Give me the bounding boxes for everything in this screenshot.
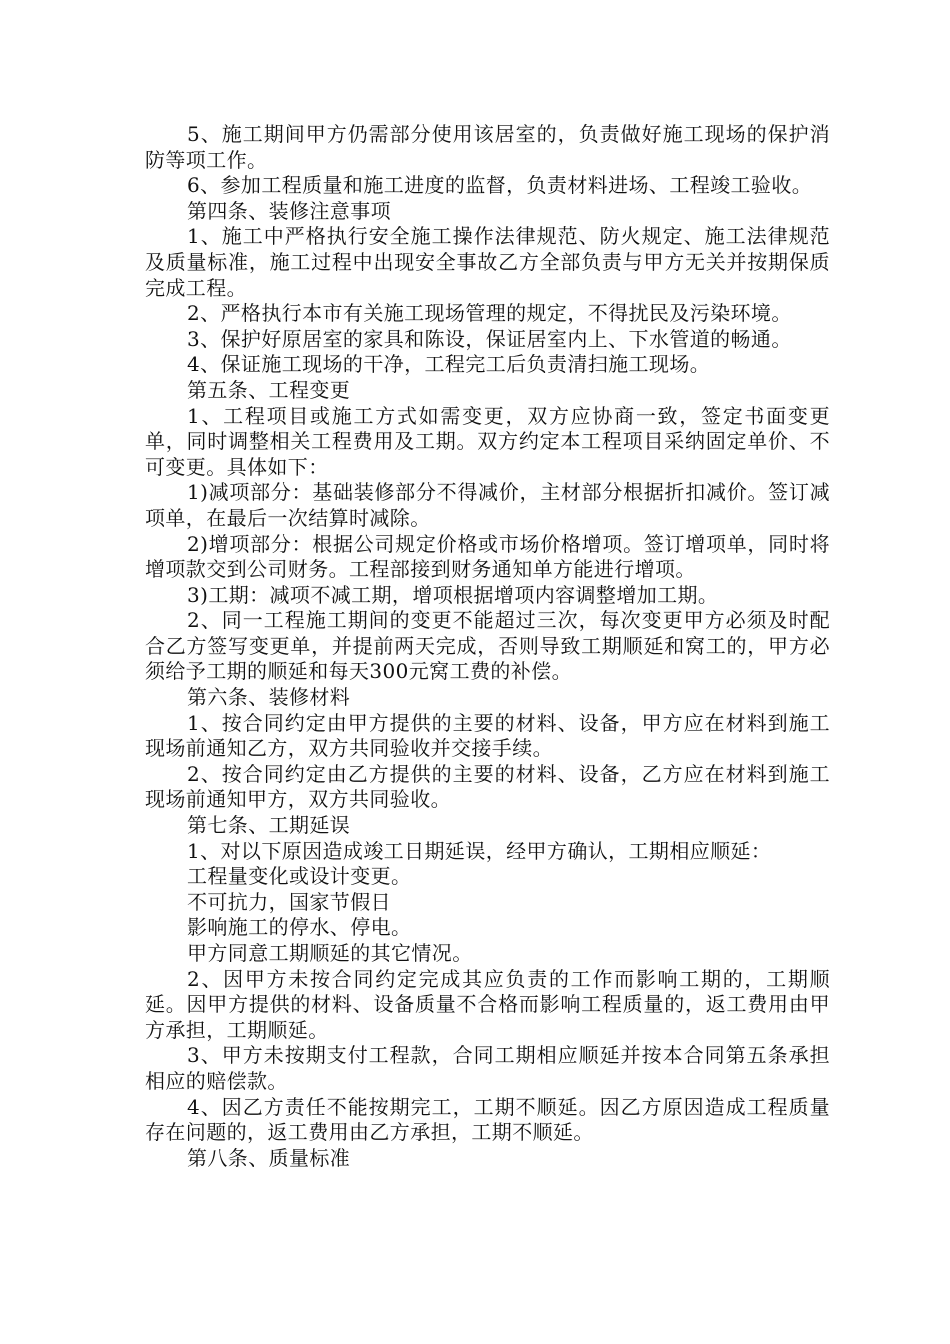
list-item: 不可抗力，国家节假日 (187, 889, 391, 914)
paragraph: 3)工期：减项不减工期，增项根据增项内容调整增加工期。 (187, 582, 719, 607)
section-heading: 第四条、装修注意事项 (187, 198, 391, 223)
paragraph: 4、因乙方责任不能按期完工，工期不顺延。因乙方原因造成工程质量存在问题的，返工费用由乙方承担，工期不顺延。 (145, 1094, 830, 1145)
paragraph: 5、施工期间甲方仍需部分使用该居室的，负责做好施工现场的保护消防等项工作。 (145, 122, 830, 172)
paragraph: 2、因甲方未按合同约定完成其应负责的工作而影响工期的，工期顺延。因甲方提供的材料、设备质量不合格而影响工程质量的，返工费用由甲方承担，工期顺延。 (145, 966, 830, 1042)
paragraph: 1、按合同约定由甲方提供的主要的材料、设备，甲方应在材料到施工现场前通知乙方，双方共同验收并交接手续。 (145, 710, 830, 761)
section-heading: 第六条、装修材料 (187, 685, 351, 710)
list-item: 甲方同意工期顺延的其它情况。 (187, 941, 473, 965)
section-heading: 第五条、工程变更 (187, 377, 351, 402)
section-heading: 第七条、工期延误 (187, 813, 351, 838)
paragraph: 6、参加工程质量和施工进度的监督，负责材料进场、工程竣工验收。 (187, 173, 813, 198)
paragraph: 1、对以下原因造成竣工日期延误，经甲方确认，工期相应顺延： (187, 838, 772, 863)
paragraph: 4、保证施工现场的干净，工程完工后负责清扫施工现场。 (187, 352, 711, 377)
paragraph: 2、按合同约定由乙方提供的主要的材料、设备，乙方应在材料到施工现场前通知甲方，双方共同验收。 (145, 761, 830, 812)
paragraph: 2)增项部分：根据公司规定价格或市场价格增项。签订增项单，同时将增项款交到公司财务。工程部接到财务通知单方能进行增项。 (145, 531, 830, 582)
paragraph: 1、工程项目或施工方式如需变更，双方应协商一致，签定书面变更单，同时调整相关工程费用及工期。双方约定本工程项目采纳固定单价、不可变更。具体如下： (145, 403, 830, 479)
paragraph: 2、同一工程施工期间的变更不能超过三次，每次变更甲方必须及时配合乙方签写变更单，并提前两天完成，否则导致工期顺延和窝工的，甲方必须给予工期的顺延和每天300元窝工费的补偿。 (145, 608, 830, 684)
paragraph: 3、甲方未按期支付工程款，合同工期相应顺延并按本合同第五条承担相应的赔偿款。 (145, 1043, 830, 1093)
list-item: 工程量变化或设计变更。 (187, 864, 412, 889)
list-item: 影响施工的停水、停电。 (187, 915, 412, 940)
section-heading: 第八条、质量标准 (187, 1145, 351, 1170)
paragraph: 1、施工中严格执行安全施工操作法律规范、防火规定、施工法律规范及质量标准，施工过程中出现安全事故乙方全部负责与甲方无关并按期保质完成工程。 (145, 224, 830, 300)
paragraph: 3、保护好原居室的家具和陈设，保证居室内上、下水管道的畅通。 (187, 326, 792, 351)
paragraph: 1)减项部分：基础装修部分不得减价，主材部分根据折扣减价。签订减项单，在最后一次结算时减除。 (145, 480, 830, 530)
paragraph: 2、严格执行本市有关施工现场管理的规定，不得扰民及污染环境。 (187, 301, 792, 326)
